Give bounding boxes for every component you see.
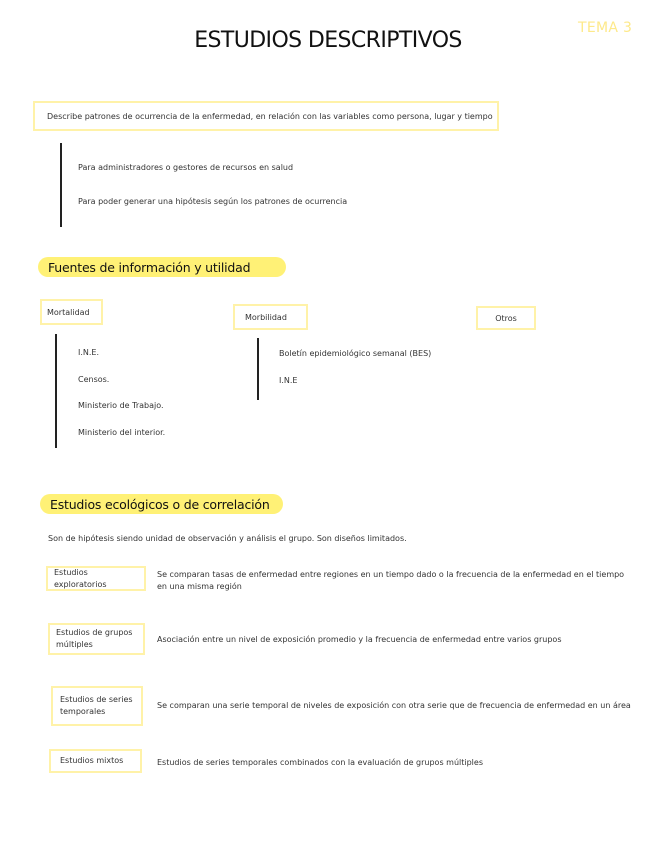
intro-bracket-line xyxy=(60,143,62,227)
study-type-label: Estudios mixtos xyxy=(49,749,142,773)
morbilidad-box: Morbilidad xyxy=(233,304,308,330)
mortalidad-item: I.N.E. xyxy=(78,348,100,357)
mortalidad-box: Mortalidad xyxy=(40,299,103,325)
intro-point: Para administradores o gestores de recursos en salud xyxy=(78,163,294,172)
mortalidad-bracket-line xyxy=(55,334,57,448)
ecologicos-intro: Son de hipótesis siendo unidad de observación y análisis el grupo. Son diseños limitados. xyxy=(48,534,407,543)
section-heading-fuentes: Fuentes de información y utilidad xyxy=(38,257,286,277)
morbilidad-item: Boletín epidemiológico semanal (BES) xyxy=(279,349,432,358)
mortalidad-item: Ministerio de Trabajo. xyxy=(78,401,164,410)
study-type-label: Estudios exploratorios xyxy=(46,566,146,591)
mortalidad-item: Censos. xyxy=(78,375,110,384)
study-type-description: Asociación entre un nivel de exposición promedio y la frecuencia de enfermedad entre varios grupos xyxy=(157,635,562,644)
intro-point: Para poder generar una hipótesis según los patrones de ocurrencia xyxy=(78,197,348,206)
study-type-description: Estudios de series temporales combinados con la evaluación de grupos múltiples xyxy=(157,758,483,767)
study-type-description: Se comparan una serie temporal de niveles de exposición con otra serie que de frecuencia de enfermedad en un área xyxy=(157,701,631,710)
otros-box: Otros xyxy=(476,306,536,330)
morbilidad-item: I.N.E xyxy=(279,376,298,385)
page-title: ESTUDIOS DESCRIPTIVOS xyxy=(194,28,462,53)
section-heading-ecologicos: Estudios ecológicos o de correlación xyxy=(40,494,283,514)
study-type-description: Se comparan tasas de enfermedad entre regiones en un tiempo dado o la frecuencia de la enfermedad en el tiempo en una misma región xyxy=(157,570,625,591)
morbilidad-bracket-line xyxy=(257,338,259,400)
definition-box: Describe patrones de ocurrencia de la enfermedad, en relación con las variables como persona, lugar y tiempo xyxy=(33,101,499,131)
study-type-label: Estudios de series temporales xyxy=(51,686,143,726)
study-type-label: Estudios de grupos múltiples xyxy=(48,623,145,655)
tema-label: TEMA 3 xyxy=(578,20,633,36)
mortalidad-item: Ministerio del interior. xyxy=(78,428,166,437)
